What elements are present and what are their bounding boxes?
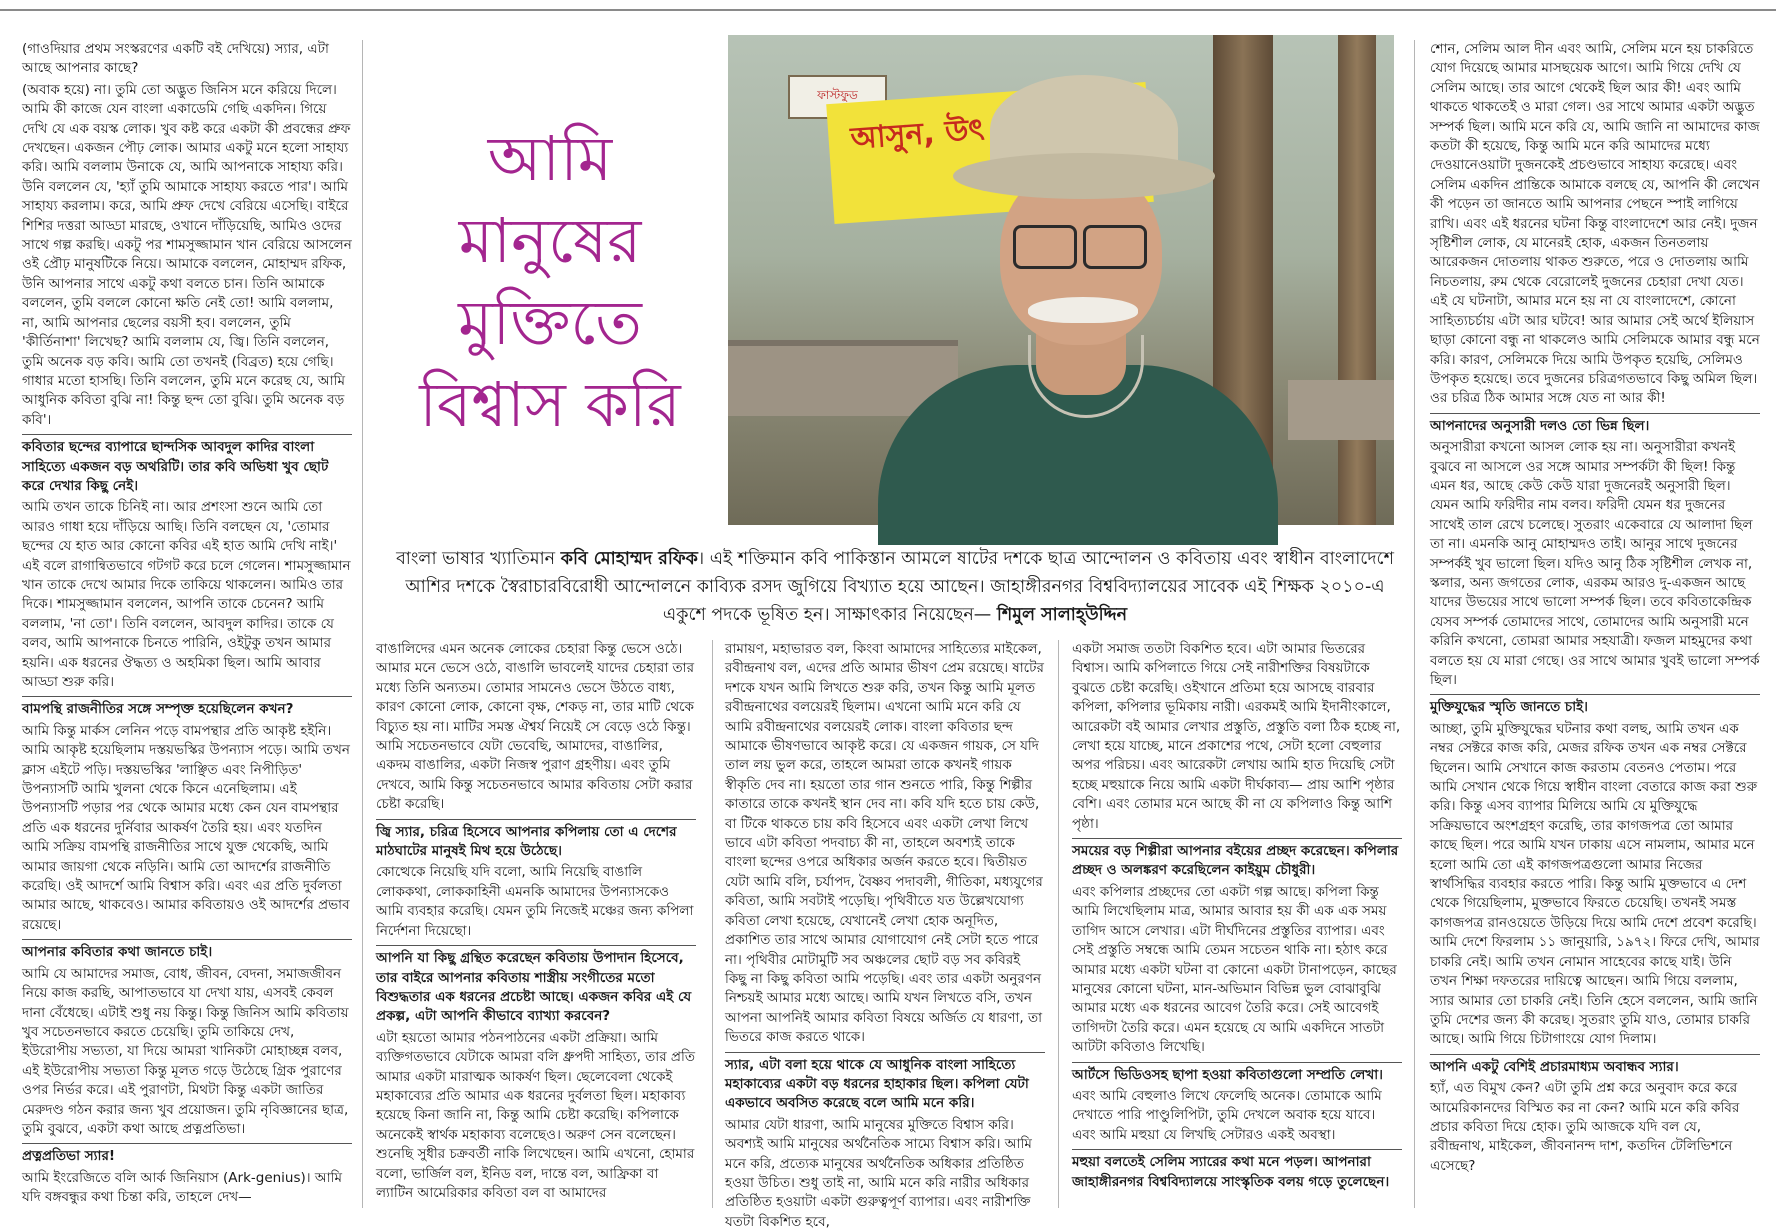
question-paragraph: আপনি যা কিছু গ্রন্থিত করেছেন কবিতায় উপাদান হিসেবে, তার বাইরে আপনার কবিতায় শাস্ত্রীয় সংগীতের মতো বিশুদ্ধতার এক ধরনের প্রচেষ্টা আছে। একজন কবির এই যে প্রকল্প, এটা আপনি কীভাবে ব্যাখ্যা করবেন? [376,945,696,1027]
answer-paragraph: অনুসারীরা কখনো আসল লোক হয় না। অনুসারীরা কখনই বুঝবে না আসলে ওর সঙ্গে আমার সম্পর্কটা কী ছিল! কিন্তু এমন ধর, আছে কেউ কেউ যারা দুজনেরই অনুসারী ছিল। যেমন আমি ফরিদীর নাম বলব। ফরিদী যেমন ধর দুজনের সাথেই তাল রেখে চলেছে। সুতরাং একেবারে যে আলাদা ছিল তা না। এমনকি আনু মোহাম্মদও তাই। আনুর সাথে দুজনের সম্পর্কই খুব ভালো ছিল। যদিও আনু ঠিক সৃষ্টিশীল লেখক না, স্কলার, অন্য জগতের লোক, এরকম আরও দু-একজন আছে যাদের উভয়ের সাথে ভালো সম্পর্ক ছিল। তবে কবিতাকেন্দ্রিক যেসব সম্পর্ক তোমাদের সাথে, তোমাদের আমি অনুসারী মনে করিনি কখনো, তোমরা আমার সহযাত্রী। ফজল মাহমুদের কথা বলতে হয় যে মারা গেছে। ওর সাথে আমার খুবই ভালো সম্পর্ক ছিল। [1430,439,1760,688]
intro-text: । এই শক্তিমান কবি পাকিস্তান আমলে ষাটের দশকে ছাত্র আন্দোলন ও কবিতায় এবং স্বাধীন বাংলাদেশে আশির দশকে স্বৈরাচারবিরোধী আন্দোলনে কাব্যিক রসদ জুগিয়ে বিখ্যাত হয়ে আছেন। জাহাঙ্গীরনগর বিশ্ববিদ্যালয়ের সাবেক এই শিক্ষক ২০১০-এ একুশে পদকে ভূষিত হন। সাক্ষাৎকার নিয়েছেন— [405,549,1394,625]
answer-paragraph: হ্যাঁ, এত বিমুখ কেন? এটা তুমি প্রশ্ন করে অনুবাদ করে করে আমেরিকানদের বিস্মিত কর না কেন? আমি মনে করি কবির প্রচার কবিতা দিয়ে হোক। তুমি আজকে যদি বল যে, রবীন্দ্রনাথ, মাইকেল, জীবনানন্দ দাশ, কতদিন টেলিভিশনে এসেছে? [1430,1080,1740,1174]
question-paragraph: আপনার কবিতার কথা জানতে চাই। [22,939,352,962]
column-divider [1414,40,1415,1208]
answer-paragraph: একটা সমাজ ততটা বিকশিত হবে। এটা আমার ভিতরের বিশ্বাস। আমি কপিলাতে গিয়ে সেই নারীশক্তির বিষয়টাকে বুঝতে চেষ্টা করেছি। ওইখানে প্রতিমা হয়ে আসছে বারবার কপিলা, কপিলার ভূমিকায় নারী। এরকমই আমি ইদানীংকালে, আরেকটা বই আমার লেখার প্রস্তুতি, প্রস্তুতি বলা ঠিক হচ্ছে না, লেখা হয়ে যাচ্ছে, মানে প্রকাশের পথে, সেটা হলো বেহুলার অপর পরিচয়। এবং আরেকটা লেখায় আমি হাত দিয়েছি সেটা হচ্ছে মহুয়াকে নিয়ে আমি একটা দীর্ঘকাব্য— প্রায় আশি পৃষ্ঠার বেশি। এবং তোমার মনে আছে কী না যে কপিলাও কিন্তু আশি পৃষ্ঠা। [1072,641,1401,832]
tree-trunk [1338,35,1376,525]
answer-paragraph: আমার যেটা ধারণা, আমি মানুষের মুক্তিতে বিশ্বাস করি। অবশ্যই আমি মানুষের অর্থনৈতিক সাম্যে বিশ্বাস করি। আমি মনে করি, প্রত্যেক মানুষের অর্থনৈতিক অধিকার প্রতিষ্ঠিত হওয়া উচিত। শুধু তাই না, আমি মনে করি নারীর অধিকার প্রতিষ্ঠিত হওয়াটা একটা গুরুত্বপূর্ণ ব্যাপার। এবং নারীশক্তি যতটা বিকশিত হবে, [725,1116,1032,1230]
question-paragraph: আপনি একটু বেশিই প্রচারমাধ্যম অবান্ধব স্যার। [1430,1054,1760,1077]
bench [1288,380,1394,440]
answer-paragraph: আমি ইংরেজিতে বলি আর্ক জিনিয়াস (Ark-genius)। আমি যদি বঙ্গবন্ধুর কথা চিন্তা করি, তাহলে দেখ— [22,1169,343,1206]
intro-paragraph [390,545,1400,629]
column-divider [712,640,713,1208]
answer-paragraph: (অবাক হয়ে) না। তুমি তো অদ্ভুত জিনিস মনে করিয়ে দিলে। আমি কী কাজে যেন বাংলা একাডেমি গেছি একদিন। গিয়ে দেখি যে এক বয়স্ক লোক। খুব কষ্ট করে একটা কী প্রবন্ধের প্রুফ দেখছেন। একজন পৌঢ় লোক। আমার একটু মনে হলো সাহায্য করি। আমি বললাম উনাকে যে, আমি আপনাকে সাহায্য করি। উনি বললেন যে, 'হ্যাঁ তুমি আমাকে সাহায্য করতে পার'। আমি সাহায্য করলাম। করে, আমি প্রুফ দেখে বেরিয়ে এসেছি। বাইরে শিশির দত্তরা আড্ডা মারছে, ওখানে দাঁড়িয়েছি, আমিও ওদের সাথে গল্প করছি। একটু পর শামসুজ্জামান খান বেরিয়ে আসলেন ওই প্রৌঢ় মানুষটিকে নিয়ে। আমাকে বললেন, মোহাম্মদ রফিক, উনি আপনার সাথে একটু কথা বলতে চান। তিনি আমাকে বললেন, তুমি বললে কোনো ক্ষতি নেই তো! আমি বললাম, না, আমি আপনার ছেলের বয়সী হব। বললেন, তুমি 'কীর্তিনাশা' লিখেছ? আমি বললাম যে, জ্বি। তিনি বললেন, তুমি অনেক বড় কবি। আমি তো তখনই (বিব্রত) হয়ে গেছি। গাধার মতো হাসছি। তিনি বললেন, তুমি মনে করেছ যে, আমি আধুনিক কবিতা বুঝি না! কিন্তু ছন্দ তো বুঝি। তুমি অনেক বড় কবি'। [22,81,352,428]
headline-line: মুক্তিতে [458,286,642,359]
answer-paragraph: শোন, সেলিম আল দীন এবং আমি, সেলিম মনে হয় চাকরিতে যোগ দিয়েছে আমার মাসছয়েক আগে। আমি গিয়ে দেখি যে সেলিম আছে। তার আগে থেকেই ছিল আর কী! এবং আমি থাকতে থাকতেই ও মারা গেল। ওর সাথে আমার একটা অদ্ভুত সম্পর্ক ছিল। আমি মনে করি যে, আমি জানি না আমাদের কাজ কতটা কী হয়েছে, কিন্তু আমি মনে করি আমাদের মধ্যে দেওয়ানেওয়াটা দুজনকেই প্রচণ্ডভাবে সাহায্য করেছে। এবং সেলিম একদিন প্রান্তিকে আমাকে বলছে যে, আপনি কী লেখেন কী পড়েন তা জানতে আমি আপনার পেছনে স্পাই লাগিয়ে রাখি। এবং এই ধরনের ঘটনা কিন্তু বাংলাদেশে আর নেই। দুজন সৃষ্টিশীল লোক, যে মানেরই হোক, একজন তিনতলায় আরেকজন দোতলায় থাকত শুরুতে, পরে ও দোতলায় আমি নিচতলায়, রুম থেকে বেরোলেই দুজনের চেহারা দেখা যেত। এই যে ঘটনাটা, আমার মনে হয় না যে বাংলাদেশে, কোনো সাহিত্যচর্চায় এটা আর ঘটবে! আর আমার সেই অর্থে ইলিয়াস ছাড়া কোনো বন্ধু না থাকলেও আমি সেলিমকে আমার বন্ধু মনে করি। কারণ, সেলিমকে দিয়ে আমি উপকৃত হয়েছি, সেলিমও উপকৃত হয়েছে। তবে দুজনের চরিত্রগতভাবে কিছু অমিল ছিল। ওর চরিত্র ঠিক আমার সঙ্গে যেত না আর কী! [1430,41,1760,407]
answer-paragraph: আমি তখন তাকে চিনিই না। আর প্রশংসা শুনে আমি তো আরও গাধা হয়ে দাঁড়িয়ে আছি। তিনি বলছেন যে, 'তোমার ছন্দের যে হাত আর কোনো কবির এই হাত আমি দেখি নাই।' এই বলে রাগান্বিতভাবে গটগট করে চলে গেলেন। শামসুজ্জামান খান তাকে দেখে আমার দিকে তাকিয়ে থাকলেন। আমিও তার দিকে। শামসুজ্জামান বললেন, আপনি তাকে চেনেন? আমি বললাম, 'না তো'। তিনি বললেন, আবদুল কাদির। তাকে যে বলব, আমি আপনাকে চিনতে পারিনি, ওইটুকু তখন আমার হয়নি। এক ধরনের ঔদ্ধত্য ও অহমিকা ছিল। আমি আবার আড্ডা শুরু করি। [22,499,351,690]
question-paragraph: মুক্তিযুদ্ধের স্মৃতি জানতে চাই। [1430,694,1760,717]
article-column-4 [1072,640,1402,1208]
answer-paragraph: এটা হয়তো আমার পঠনপাঠনের একটা প্রক্রিয়া। আমি ব্যক্তিগতভাবে যেটাকে আমরা বলি ধ্রুপদী সাহিত্য, তার প্রতি আমার একটা মারাত্মক আকর্ষণ ছিল। ছেলেবেলা থেকেই মহাকাব্যের প্রতি আমার এক ধরনের দুর্বলতা ছিল। মহাকাব্য হয়েছে কিনা জানি না, কিন্তু আমি চেষ্টা করেছি। কপিলাকে অনেকেই স্বার্থক মহাকাব্য বলেছেও। অরুণ সেন বলেছেন। শুনেছি সুধীর চক্রবর্তী নাকি লিখেছেন। আমি এখনো, হোমার বলো, ভার্জিল বল, ইনিড বল, দান্তে বল, আফ্রিকা বা ল্যাটিন আমেরিকার কবিতা বল বা আমাদের [376,1029,695,1201]
interviewer-name: শিমুল সালাহ্উদ্দিন [996,605,1128,625]
headline-line: মানুষের [458,204,642,277]
shop-sign: ফাস্টফুড [788,75,887,119]
article-column-5 [1430,40,1760,1208]
mustache [1028,297,1138,323]
column-divider [362,40,363,1208]
intro-text: বাংলা ভাষার খ্যাতিমান [396,549,556,569]
glasses [1013,225,1148,265]
question-paragraph: কবিতার ছন্দের ব্যাপারে ছান্দসিক আবদুল কাদির বাংলা সাহিত্যে একজন বড় অথরিটি। তার কবি অভিধা খুব ছোট করে দেখার কিছু নেই। [22,434,352,496]
question-paragraph: সময়ের বড় শিল্পীরা আপনার বইয়ের প্রচ্ছদ করেছেন। কপিলার প্রচ্ছদ ও অলঙ্করণ করেছিলেন কাইয়ুম চৌধুরী। [1072,838,1402,881]
answer-paragraph: (গাওদিয়ার প্রথম সংস্করণের একটি বই দেখিয়ে) স্যার, এটা আছে আপনার কাছে? [22,41,329,77]
article-column-3 [725,640,1045,1230]
question-paragraph: আপনাদের অনুসারী দলও তো ভিন্ন ছিল। [1430,413,1760,436]
article-column-2 [376,640,696,1208]
answer-paragraph: আমি কিন্তু মার্কস লেনিন পড়ে বামপন্থার প্রতি আকৃষ্ট হইনি। আমি আকৃষ্ট হয়েছিলাম দস্তয়ভস্কির উপন্যাস পড়ে। আমি তখন ক্লাস এইটে পড়ি। দস্তয়ভস্কির 'লাঞ্ছিত এবং নিপীড়িত' উপন্যাসটি আমি খুলনা থেকে কিনে এনেছিলাম। এই উপন্যাসটি পড়ার পর থেকে আমার মধ্যে কেন যেন বামপন্থার প্রতি এক ধরনের দুর্নিবার আকর্ষণ তৈরি হয়। এবং যতদিন আমি সক্রিয় বামপন্থি রাজনীতির সাথে যুক্ত থেকেছি, আমি আমার জায়গা থেকে নড়িনি। আমি তো আদর্শের রাজনীতি করেছি। ওই আদর্শে আমি বিশ্বাস করি। এবং এর প্রতি দুর্বলতা আমার আছে, থাকবেও। আমার কবিতায়ও ওই আদর্শের প্রভাব রয়েছে। [22,722,350,933]
answer-paragraph: আমি যে আমাদের সমাজ, বোধ, জীবন, বেদনা, সমাজজীবন নিয়ে কাজ করছি, আপাতভাবে যা দেখা যায়, এসবই কেবল দানা বেঁধেছে। এটাই শুধু নয় কিন্তু। কিন্তু জিনিস আমি কবিতায় খুব সচেতনভাবে করতে চেয়েছি। তুমি তাকিয়ে দেখ, ইউরোপীয় সভ্যতা, যা দিয়ে আমরা খানিকটা মোহাচ্ছন্ন বলব, এই ইউরোপীয় সভ্যতা কিন্তু মূলত গড়ে উঠেছে গ্রিক পুরাণের ওপর নির্ভর করে। এই পুরাণটা, মিথটা কিন্তু একটা জাতির মেরুদণ্ড গঠন করার জন্য খুব প্রয়োজন। তুমি নৃবিজ্ঞানের ছাত্র, তুমি বুঝবে, একটা কথা আছে প্রত্নপ্রতিভা। [22,965,349,1137]
question-paragraph: বামপন্থি রাজনীতির সঙ্গে সম্পৃক্ত হয়েছিলেন কখন? [22,696,352,719]
column-divider [1058,640,1059,1208]
question-paragraph: জ্বি স্যার, চরিত্র হিসেবে আপনার কপিলায় তো এ দেশের মাঠঘাটের মানুষই মিথ হয়ে উঠেছে। [376,819,696,862]
question-paragraph: স্যার, এটা বলা হয়ে থাকে যে আধুনিক বাংলা সাহিত্যে মহাকাব্যের একটা বড় ধরনের হাহাকার ছিল। কপিলা যেটা একভাবে অবসিত করেছে বলে আমি মনে করি। [725,1052,1045,1114]
portrait-photo [728,35,1394,525]
question-paragraph: আর্টসে ভিডিওসহ ছাপা হওয়া কবিতাগুলো সম্প্রতি লেখা। [1072,1062,1402,1085]
answer-paragraph: আচ্ছা, তুমি মুক্তিযুদ্ধের ঘটনার কথা বলছ, আমি তখন এক নম্বর সেক্টরে কাজ করি, মেজর রফিক তখন এক নম্বর সেক্টরে ছিলেন। আমি সেখানে কাজ করতাম বেতনও পেতাম। পরে আমি সেখান থেকে গিয়ে স্বাধীন বাংলা বেতারে কাজ করা শুরু করি। কিন্তু এসব ব্যাপার মিলিয়ে আমি যে মুক্তিযুদ্ধে সক্রিয়ভাবে অংশগ্রহণ করেছি, তার কাগজপত্র তো আমার কাছে ছিল। পরে আমি যখন ঢাকায় এসে নামলাম, আমার মনে হলো আমি তো এই কাগজপত্রগুলো আমার নিজের স্বার্থসিদ্ধির ব্যবহার করতে পারি। কিন্তু আমি মুক্তভাবে এ দেশ থেকে গিয়েছিলাম, মুক্তভাবে ফিরতে চেয়েছি। তখনই সমস্ত কাগজপত্র রানওয়েতে উড়িয়ে দিয়ে আমি দেশে প্রবেশ করেছি। আমি দেশে ফিরলাম ১১ জানুয়ারি, ১৯৭২। ফিরে দেখি, আমার চাকরি নেই। আমি তখন নোমান সাহেবের কাছে যাই। উনি তখন শিক্ষা দফতরের দায়িত্বে আছেন। আমি গিয়ে বললাম, স্যার আমার তো চাকরি নেই। তিনি হেসে বললেন, আমি জানি তুমি দেশের জন্য কী করেছ। সুতরাং তুমি যাও, তোমার চাকরি আছে। আমি গিয়ে চিটাগাংয়ে যোগ দিলাম। [1430,720,1760,1048]
answer-paragraph: এবং আমি বেহুলাও লিখে ফেলেছি অনেক। তোমাকে আমি দেখাতে পারি পাণ্ডুলিপিটা, তুমি দেখলে অবাক হয়ে যাবে। এবং আমি মহুয়া যে লিখছি সেটারও একই অবস্থা। [1072,1087,1382,1143]
answer-paragraph: এবং কপিলার প্রচ্ছদের তো একটা গল্প আছে। কপিলা কিন্তু আমি লিখেছিলাম মাত্র, আমার আবার হয় কী এক এক সময় তাগিদ আসে লেখার। এটা দীর্ঘদিনের প্রস্তুতির ব্যাপার। এবং সেই প্রস্তুতি সম্বন্ধে আমি তেমন সচেতন থাকি না। হঠাৎ করে আমার মধ্যে একটা ঘটনা বা কোনো একটা টানাপড়েন, কাছের মানুষের কোনো ঘটনা, মান-অভিমান বিভিন্ন ভুল বোঝাবুঝি আমার মধ্যে এক ধরনের আবেগ তৈরি করে। সেই আবেগই তাগিদটা তৈরি করে। এমন হয়েছে যে আমি একদিনে সাতটা আটটা কবিতাও লিখেছি। [1072,883,1397,1056]
answer-paragraph: রামায়ণ, মহাভারত বল, কিংবা আমাদের সাহিত্যের মাইকেল, রবীন্দ্রনাথ বল, এদের প্রতি আমার ভীষণ প্রেম রয়েছে। ষাটের দশকে যখন আমি লিখতে শুরু করি, তখন কিন্তু আমি মূলত রবীন্দ্রনাথের বলয়েরই ছিলাম। এখনো আমি মনে করি যে আমি রবীন্দ্রনাথের বলয়েরই লোক। বাংলা কবিতার ছন্দ আমাকে ভীষণভাবে আকৃষ্ট করে। যে একজন গায়ক, সে যদি তাল লয় ভুল করে, তাহলে আমরা তাকে কখনই গায়ক স্বীকৃতি দেব না। হয়তো তার গান শুনতে পারি, কিন্তু শিল্পীর কাতারে তাকে কখনই স্থান দেব না। কবি যদি হতে চায় কেউ, বা টিকে থাকতে চায় কবি হিসেবে এবং একটা লেখা লিখে ভাবে এটা কবিতা পদবাচ্য কী না, তাহলে অবশ্যই তাকে বাংলা ছন্দের ওপরে অধিকার অর্জন করতে হবে। দ্বিতীয়ত যেটা আমি বলি, চর্যাপদ, বৈষ্ণব পদাবলী, গীতিকা, মধ্যযুগের কবিতা, আমি সবটাই পড়েছি। পৃথিবীতে যত উল্লেখযোগ্য কবিতা লেখা হয়েছে, যেখানেই লেখা হোক অনূদিত, প্রকাশিত তার সাথে আমার যোগাযোগ নেই সেটা হতে পারে না। পৃথিবীর মোটামুটি সব অঞ্চলের ছোট বড় সব কবিরই কিছু না কিছু কবিতা আমি পড়েছি। এবং তার একটা অনুরণন নিশ্চয়ই আমার মধ্যে আছে। আমি যখন লিখতে বসি, তখন আপনা আপনিই আমার কবিতা বিষয়ে অর্জিত যে ধারণা, তা ভিতরে কাজ করতে থাকে। [725,641,1044,1046]
question-paragraph: মহুয়া বলতেই সেলিম স্যারের কথা মনে পড়ল। আপনারা জাহাঙ্গীরনগর বিশ্ববিদ্যালয়ে সাংস্কৃতিক বলয় গড়ে তুলেছেন। [1072,1149,1402,1192]
headline [380,118,720,446]
question-paragraph: প্রত্নপ্রতিভা স্যার! [22,1143,352,1166]
top-rule [0,9,1776,11]
answer-paragraph: কোত্থেকে নিয়েছি যদি বলো, আমি নিয়েছি বাঙালি লোককথা, লোককাহিনী এমনকি আমাদের উপন্যাসকেও আমি ব্যবহার করেছি। যেমন তুমি নিজেই মঞ্চের জন্য কপিলা নির্দেশনা দিয়েছো। [376,864,694,939]
answer-paragraph: বাঙালিদের এমন অনেক লোকের চেহারা কিন্তু ভেসে ওঠে। আমার মনে ভেসে ওঠে, বাঙালি ভাবলেই যাদের চেহারা তার মধ্যে তিনি অন্যতম। তোমার সামনেও ভেসে উঠতে বাধ্য, কারণ কোনো লোক, কোনো বৃক্ষ, শেকড় না, তার মাটি থেকে বিচ্যুত হয় না। মাটির সমস্ত ঐশ্বর্য নিয়েই সে বেড়ে ওঠে কিন্তু। আমি সচেতনভাবে যেটা ভেবেছি, আমাদের, বাঙালির, একদম বাঙালির, একটা নিজস্ব পুরাণ গ্রহণীয়। এবং তুমি দেখবে, আমি কিন্তু সচেতনভাবে আমার কবিতায় সেটা করার চেষ্টা করেছি। [376,641,695,813]
hat-brim [953,153,1215,199]
banner-text: আসুন, উৎ [849,112,986,157]
headline-line: বিশ্বাস করি [419,368,681,441]
headline-line: আমি [487,122,613,195]
poet-name: কবি মোহাম্মদ রফিক [560,549,698,569]
article-column-1 [22,40,352,1208]
